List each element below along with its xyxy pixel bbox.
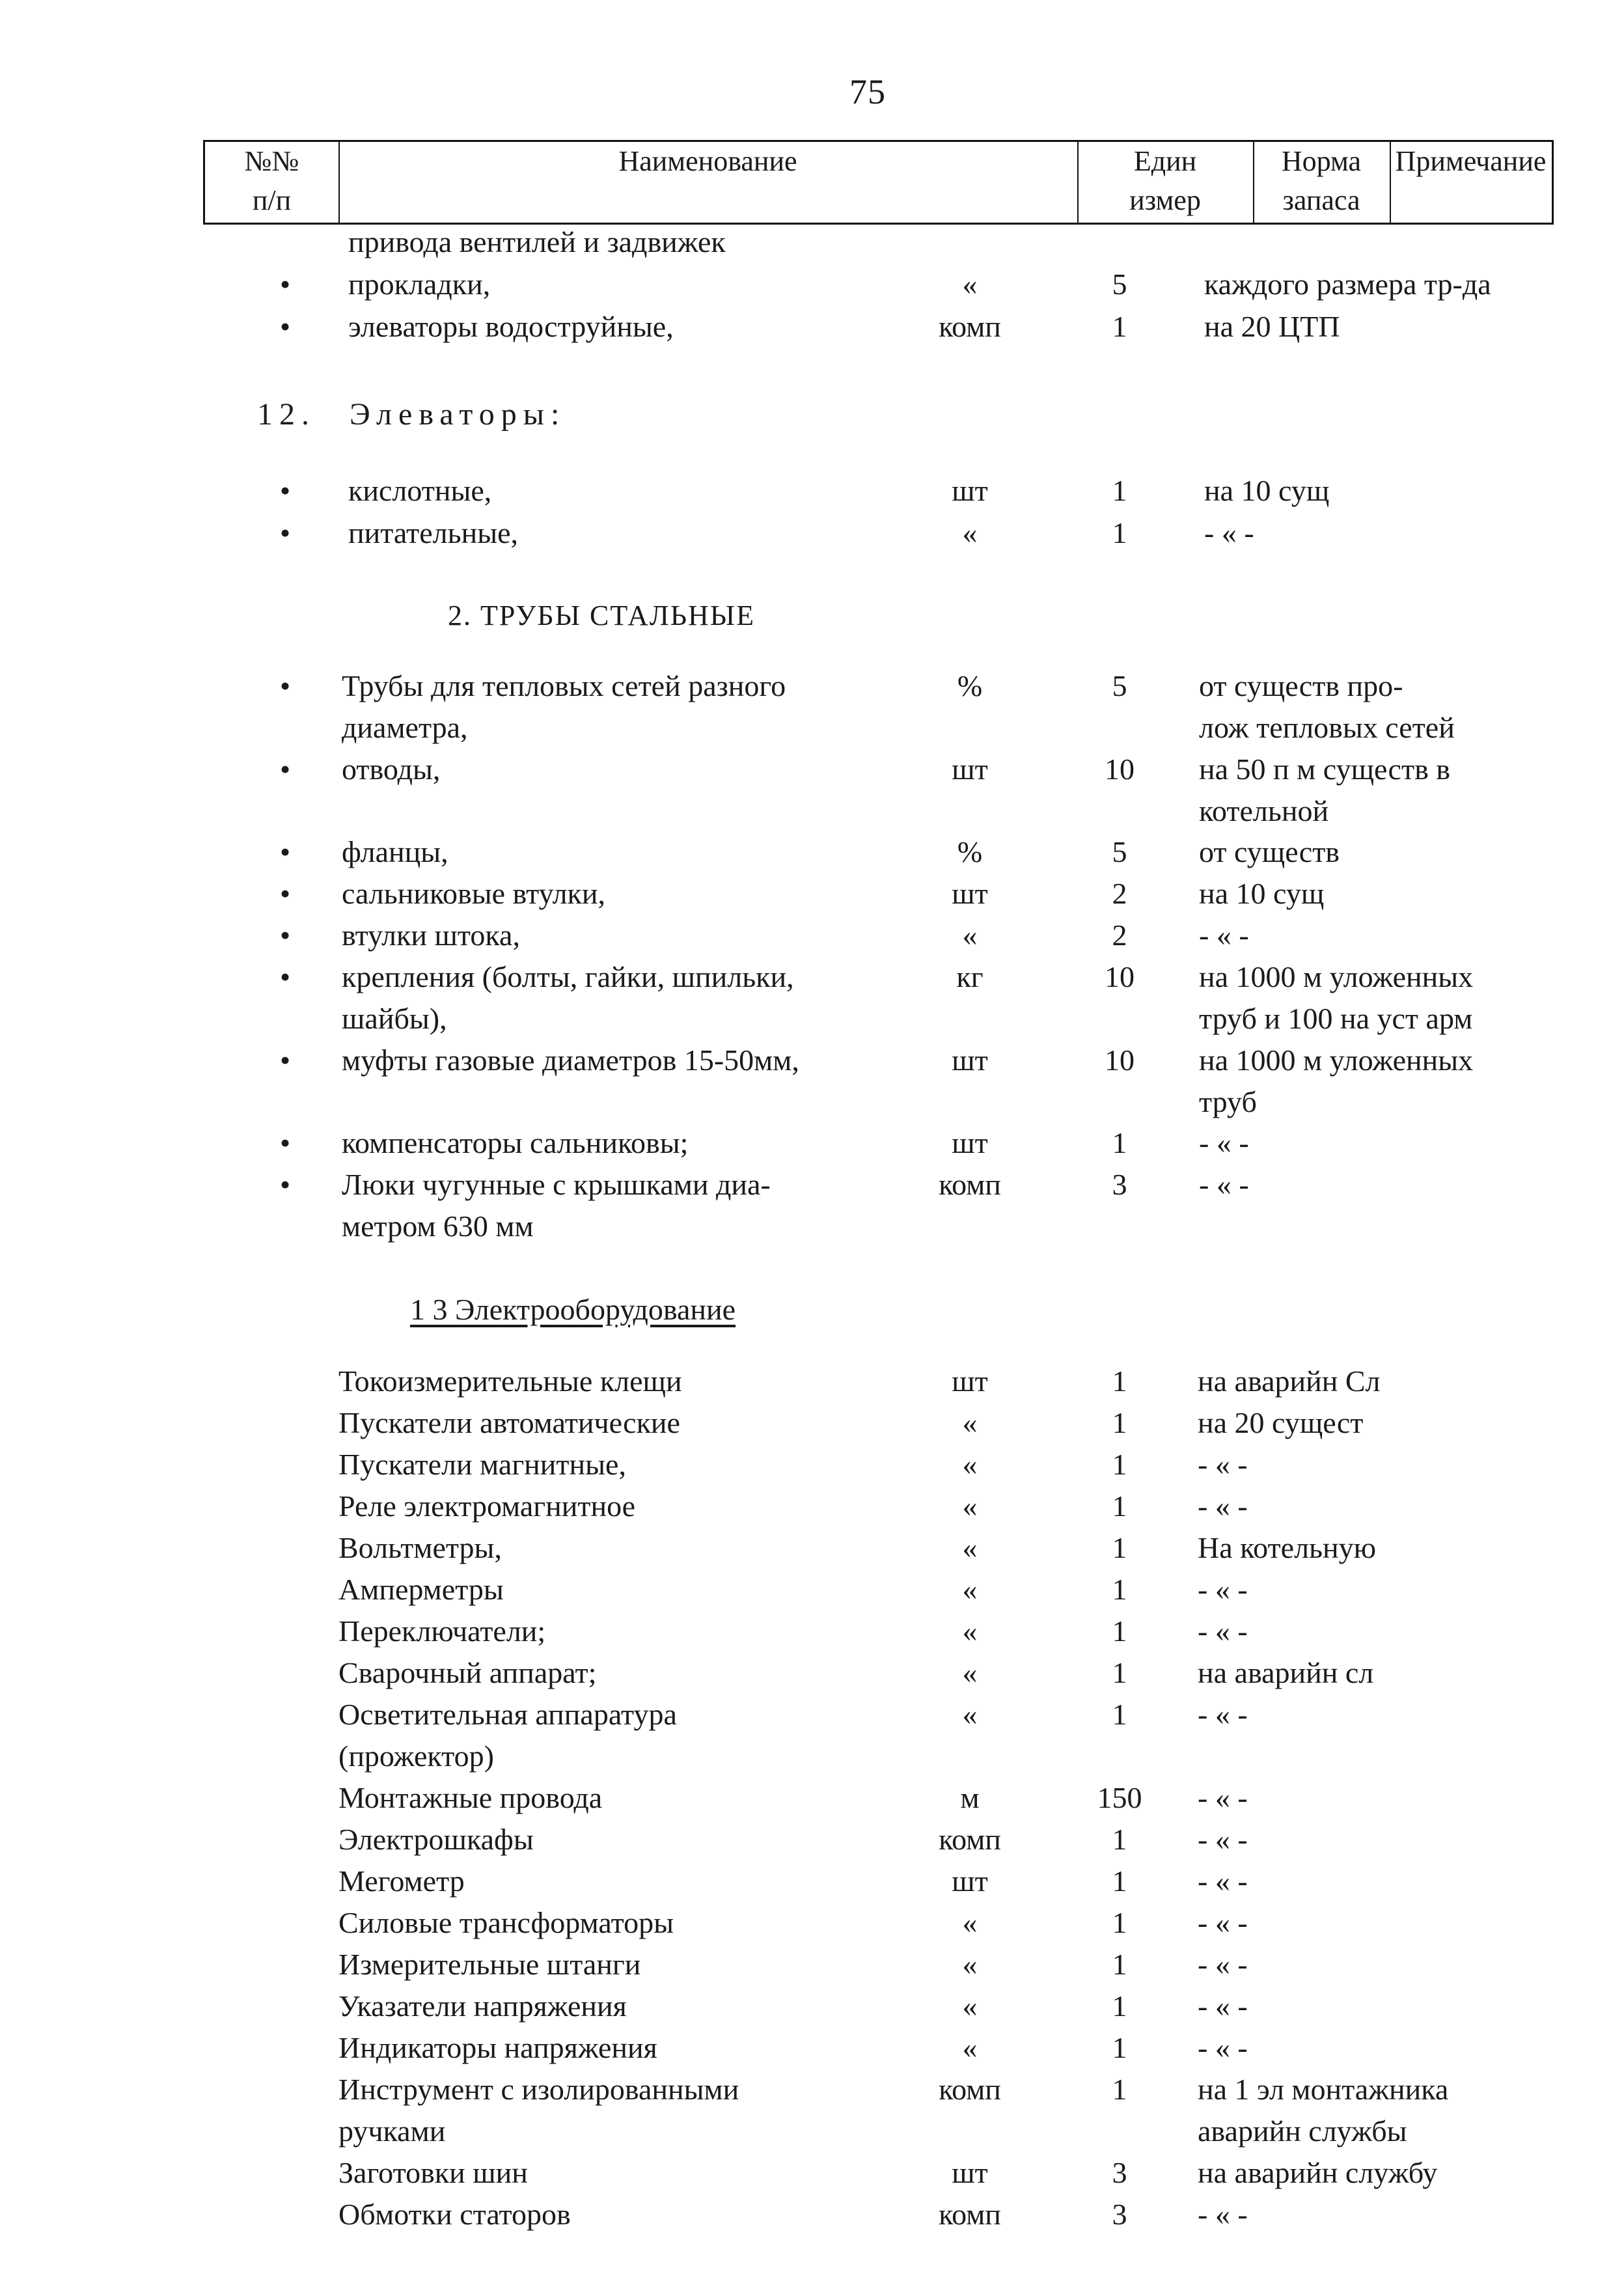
item-note: на аварийн сл	[1198, 1656, 1374, 1689]
item-qty: 1	[1112, 1989, 1127, 2023]
item-name: отводы,	[342, 753, 441, 786]
item-qty: 1	[1112, 1489, 1127, 1523]
list-item	[0, 1652, 1624, 1694]
list-item	[0, 831, 1624, 873]
item-unit: «	[962, 1698, 978, 1731]
item-name: Мегометр	[338, 1864, 465, 1898]
list-item	[0, 512, 1624, 554]
item-note: - « -	[1198, 2031, 1248, 2064]
list-item	[0, 1444, 1624, 1486]
item-note: - « -	[1198, 1614, 1248, 1648]
item-qty: 1	[1112, 1531, 1127, 1564]
bullet-icon: •	[279, 516, 291, 549]
item-qty: 1	[1112, 1614, 1127, 1648]
item-unit: шт	[952, 2156, 988, 2189]
item-name: Токоизмерительные клещи	[338, 1364, 682, 1398]
bullet-icon: •	[279, 669, 291, 702]
item-name: муфты газовые диаметров 15-50мм,	[342, 1043, 799, 1077]
list-item	[0, 749, 1624, 832]
list-item	[0, 1944, 1624, 1985]
item-name: компенсаторы сальниковы;	[342, 1126, 689, 1159]
item-qty: 5	[1112, 268, 1127, 301]
header-col-norm-line2: запаса	[1282, 184, 1360, 216]
item-qty: 1	[1112, 1656, 1127, 1689]
item-note: на 10 сущ	[1199, 877, 1325, 910]
item-note: - « -	[1198, 2198, 1248, 2231]
item-qty: 3	[1112, 2198, 1127, 2231]
item-name: Электрошкафы	[338, 1823, 534, 1856]
header-col-name	[338, 142, 1077, 223]
item-unit: «	[962, 1614, 978, 1648]
item-note: на 50 п м существ в	[1199, 753, 1451, 786]
item-unit: «	[962, 1656, 978, 1689]
header-col-unit-line2: измер	[1129, 184, 1201, 216]
list-item	[0, 1122, 1624, 1164]
list-item	[0, 1819, 1624, 1860]
item-note: - « -	[1198, 1448, 1248, 1481]
item-name: Силовые трансформаторы	[338, 1906, 674, 1939]
header-col-number	[205, 142, 338, 223]
header-col-norm-line1: Норма	[1281, 145, 1362, 177]
bullet-icon: •	[279, 310, 291, 343]
bullet-icon: •	[279, 753, 291, 786]
item-qty: 1	[1112, 1448, 1127, 1481]
item-unit: «	[962, 516, 978, 549]
item-name-cont: (прожектор)	[338, 1739, 494, 1773]
item-unit: «	[962, 1406, 978, 1439]
bullet-icon: •	[279, 1126, 291, 1159]
item-name: Переключатели;	[338, 1614, 546, 1648]
item-note: на 10 сущ	[1204, 474, 1330, 507]
item-unit: шт	[952, 1864, 988, 1898]
item-note-cont: аварийн службы	[1198, 2114, 1407, 2148]
item-name: крепления (болты, гайки, шпильки,	[342, 960, 794, 993]
item-qty: 2	[1112, 919, 1127, 952]
list-item	[0, 264, 1624, 305]
section-12-heading	[257, 394, 566, 435]
item-name: Амперметры	[338, 1573, 504, 1606]
item-note: на аварийн службу	[1198, 2156, 1438, 2189]
bullet-icon: •	[279, 835, 291, 868]
item-qty: 1	[1112, 1126, 1127, 1159]
list-item	[0, 470, 1624, 512]
item-qty: 5	[1112, 669, 1127, 702]
item-qty: 1	[1112, 516, 1127, 549]
item-unit: «	[962, 1489, 978, 1523]
item-name: Пускатели магнитные,	[338, 1448, 626, 1481]
table-header	[203, 140, 1554, 225]
header-col-unit	[1077, 142, 1253, 223]
list-item	[0, 915, 1624, 956]
item-unit: комп	[939, 2198, 1001, 2231]
item-qty: 3	[1112, 2156, 1127, 2189]
continuation-text: привода вентилей и задвижек	[348, 225, 726, 258]
item-qty: 10	[1105, 753, 1135, 786]
item-note: - « -	[1198, 1573, 1248, 1606]
item-qty: 1	[1112, 1823, 1127, 1856]
list-item	[0, 1040, 1624, 1123]
item-unit: «	[962, 1448, 978, 1481]
item-unit: «	[962, 2031, 978, 2064]
item-note: - « -	[1204, 516, 1254, 549]
list-item	[0, 1860, 1624, 1902]
item-note: - « -	[1198, 1864, 1248, 1898]
item-note: на 1 эл монтажника	[1198, 2073, 1449, 2106]
item-note: - « -	[1199, 1168, 1249, 1201]
item-note: на 20 ЦТП	[1204, 310, 1340, 343]
item-qty: 1	[1112, 2073, 1127, 2106]
item-name-cont: шайбы),	[342, 1002, 447, 1035]
bullet-icon: •	[279, 960, 291, 993]
list-item	[0, 1610, 1624, 1652]
item-name: питательные,	[348, 516, 519, 549]
item-unit: комп	[939, 2073, 1001, 2106]
item-unit: комп	[939, 310, 1001, 343]
item-qty: 3	[1112, 1168, 1127, 1201]
item-note-cont: лож тепловых сетей	[1199, 711, 1455, 744]
header-col-norm	[1253, 142, 1390, 223]
header-col-name-text: Наименование	[618, 145, 797, 177]
item-name: Пускатели автоматические	[338, 1406, 680, 1439]
list-item	[0, 1902, 1624, 1944]
header-col-note	[1390, 142, 1552, 223]
item-qty: 1	[1112, 310, 1127, 343]
item-unit: комп	[939, 1823, 1001, 1856]
item-name: элеваторы водоструйные,	[348, 310, 674, 343]
item-name: втулки штока,	[342, 919, 520, 952]
header-col-note-text: Примечание	[1395, 145, 1547, 177]
item-name-cont: метром 630 мм	[342, 1209, 534, 1243]
list-item	[0, 1694, 1624, 1777]
item-name-cont: диаметра,	[342, 711, 468, 744]
item-note: - « -	[1198, 1989, 1248, 2023]
item-qty: 1	[1112, 1906, 1127, 1939]
list-item	[0, 1777, 1624, 1819]
item-unit: «	[962, 1948, 978, 1981]
section-12-title: Элеваторы:	[350, 397, 566, 432]
item-unit: %	[957, 669, 983, 702]
item-name: Трубы для тепловых сетей разного	[342, 669, 786, 702]
item-qty: 5	[1112, 835, 1127, 868]
list-item	[0, 873, 1624, 915]
list-item	[0, 306, 1624, 348]
list-item	[0, 1569, 1624, 1610]
bullet-icon: •	[279, 474, 291, 507]
item-note: на 1000 м уложенных	[1199, 1043, 1474, 1077]
item-note-cont: труб	[1199, 1085, 1257, 1118]
item-unit: «	[962, 1531, 978, 1564]
item-name: Инструмент с изолированными	[338, 2073, 739, 2106]
item-note: на аварийн Сл	[1198, 1364, 1381, 1398]
item-unit: %	[957, 835, 983, 868]
item-note: - « -	[1198, 1489, 1248, 1523]
list-item	[0, 1402, 1624, 1444]
item-note: каждого размера тр-да	[1204, 268, 1491, 301]
item-note: - « -	[1198, 1823, 1248, 1856]
item-unit: шт	[952, 877, 988, 910]
list-item	[0, 2027, 1624, 2069]
item-note: - « -	[1199, 919, 1249, 952]
item-unit: шт	[952, 1126, 988, 1159]
bullet-icon: •	[279, 919, 291, 952]
list-item	[0, 1164, 1624, 1247]
item-qty: 150	[1097, 1781, 1142, 1814]
section-2-heading: 2. ТРУБЫ СТАЛЬНЫЕ	[448, 600, 755, 631]
item-name: кислотные,	[348, 474, 492, 507]
bullet-icon: •	[279, 268, 291, 301]
item-note: на 20 сущест	[1198, 1406, 1364, 1439]
item-name: Осветительная аппаратура	[338, 1698, 677, 1731]
page-number: 75	[849, 72, 886, 111]
item-note: от существ	[1199, 835, 1340, 868]
item-note-cont: котельной	[1199, 794, 1329, 827]
item-name: Люки чугунные с крышками диа-	[342, 1168, 771, 1201]
section-12-number: 12.	[257, 397, 316, 432]
item-qty: 10	[1105, 960, 1135, 993]
item-unit: кг	[956, 960, 984, 993]
item-note: от существ про-	[1199, 669, 1403, 702]
item-note: - « -	[1199, 1126, 1249, 1159]
continuation-row	[0, 221, 1624, 263]
item-name: Обмотки статоров	[338, 2198, 571, 2231]
item-qty: 1	[1112, 1864, 1127, 1898]
item-unit: шт	[952, 474, 988, 507]
item-qty: 2	[1112, 877, 1127, 910]
item-name: Вольтметры,	[338, 1531, 502, 1564]
bullet-icon: •	[279, 877, 291, 910]
item-name: Измерительные штанги	[338, 1948, 641, 1981]
item-name: Сварочный аппарат;	[338, 1656, 597, 1689]
item-unit: комп	[939, 1168, 1001, 1201]
item-note: На котельную	[1198, 1531, 1376, 1564]
list-item	[0, 1527, 1624, 1569]
item-note: - « -	[1198, 1906, 1248, 1939]
item-qty: 1	[1112, 2031, 1127, 2064]
item-name: Индикаторы напряжения	[338, 2031, 657, 2064]
item-name: сальниковые втулки,	[342, 877, 605, 910]
item-name: Монтажные провода	[338, 1781, 603, 1814]
item-name: прокладки,	[348, 268, 491, 301]
item-qty: 1	[1112, 1698, 1127, 1731]
item-name: фланцы,	[342, 835, 448, 868]
header-col-number-line1: №№	[244, 145, 299, 177]
item-name: Реле электромагнитное	[338, 1489, 636, 1523]
item-unit: «	[962, 1573, 978, 1606]
item-note: - « -	[1198, 1948, 1248, 1981]
header-col-unit-line1: Един	[1133, 145, 1197, 177]
bullet-icon: •	[279, 1168, 291, 1201]
list-item	[0, 1486, 1624, 1527]
list-item	[0, 665, 1624, 749]
item-qty: 1	[1112, 1573, 1127, 1606]
item-note-cont: труб и 100 на уст арм	[1199, 1002, 1473, 1035]
item-unit: «	[962, 919, 978, 952]
header-col-number-line2: п/п	[252, 184, 292, 216]
item-name-cont: ручками	[338, 2114, 446, 2148]
item-unit: шт	[952, 753, 988, 786]
section-13-heading: 1 3 Электрооборудование	[410, 1293, 736, 1326]
list-item	[0, 956, 1624, 1040]
list-item	[0, 1985, 1624, 2027]
item-unit: «	[962, 1906, 978, 1939]
item-name: Заготовки шин	[338, 2156, 528, 2189]
item-unit: «	[962, 1989, 978, 2023]
list-item	[0, 2194, 1624, 2235]
item-note: - « -	[1198, 1698, 1248, 1731]
item-unit: шт	[952, 1364, 988, 1398]
list-item	[0, 2069, 1624, 2152]
item-unit: «	[962, 268, 978, 301]
item-qty: 1	[1112, 474, 1127, 507]
bullet-icon: •	[279, 1043, 291, 1077]
item-qty: 10	[1105, 1043, 1135, 1077]
item-note: на 1000 м уложенных	[1199, 960, 1474, 993]
item-unit: м	[960, 1781, 980, 1814]
item-unit: шт	[952, 1043, 988, 1077]
item-qty: 1	[1112, 1948, 1127, 1981]
item-note: - « -	[1198, 1781, 1248, 1814]
list-item	[0, 1361, 1624, 1402]
item-name: Указатели напряжения	[338, 1989, 627, 2023]
list-item	[0, 2152, 1624, 2194]
item-qty: 1	[1112, 1364, 1127, 1398]
item-qty: 1	[1112, 1406, 1127, 1439]
